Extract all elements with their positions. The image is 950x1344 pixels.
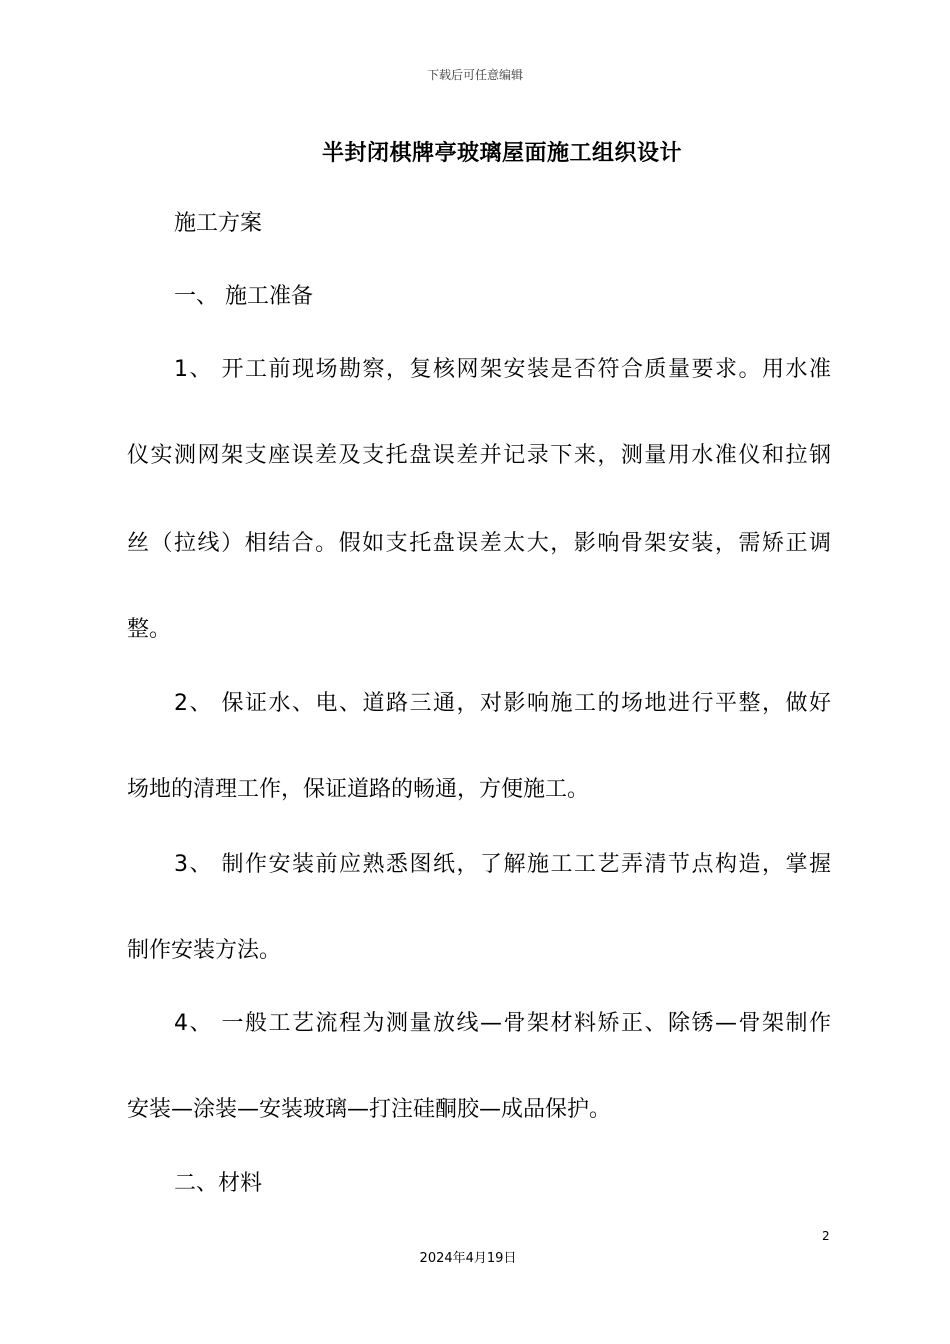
document-title: 半封闭棋牌亭玻璃屋面施工组织设计 <box>321 141 682 166</box>
paragraph-line: 整。 <box>127 617 172 642</box>
paragraph-line: 2、 保证水、电、道路三通，对影响施工的场地进行平整，做好 <box>174 691 831 716</box>
footer-date: 2024年4月19日 <box>419 1251 517 1266</box>
section-heading-plan: 施工方案 <box>174 211 263 236</box>
paragraph-line: 丝（拉线）相结合。假如支托盘误差太大，影响骨架安装，需矫正调 <box>127 531 831 556</box>
paragraph-line: 安装—涂装—安装玻璃—打注硅酮胶—成品保护。 <box>127 1097 612 1122</box>
paragraph-line: 仪实测网架支座误差及支托盘误差并记录下来，测量用水准仪和拉钢 <box>127 443 831 468</box>
paragraph-line: 场地的清理工作，保证道路的畅通，方便施工。 <box>127 777 590 802</box>
section-heading-preparation: 一、 施工准备 <box>174 284 313 309</box>
header-note: 下载后可任意编辑 <box>426 68 523 82</box>
paragraph-line: 制作安装方法。 <box>127 938 282 963</box>
section-heading-materials: 二、材料 <box>174 1171 263 1196</box>
paragraph-line: 1、 开工前现场勘察，复核网架安装是否符合质量要求。用水准 <box>174 357 831 382</box>
paragraph-line: 3、 制作安装前应熟悉图纸，了解施工工艺弄清节点构造，掌握 <box>174 852 831 877</box>
paragraph-line: 4、 一般工艺流程为测量放线—骨架材料矫正、除锈—骨架制作 <box>174 1011 831 1036</box>
page-number: 2 <box>822 1229 830 1243</box>
